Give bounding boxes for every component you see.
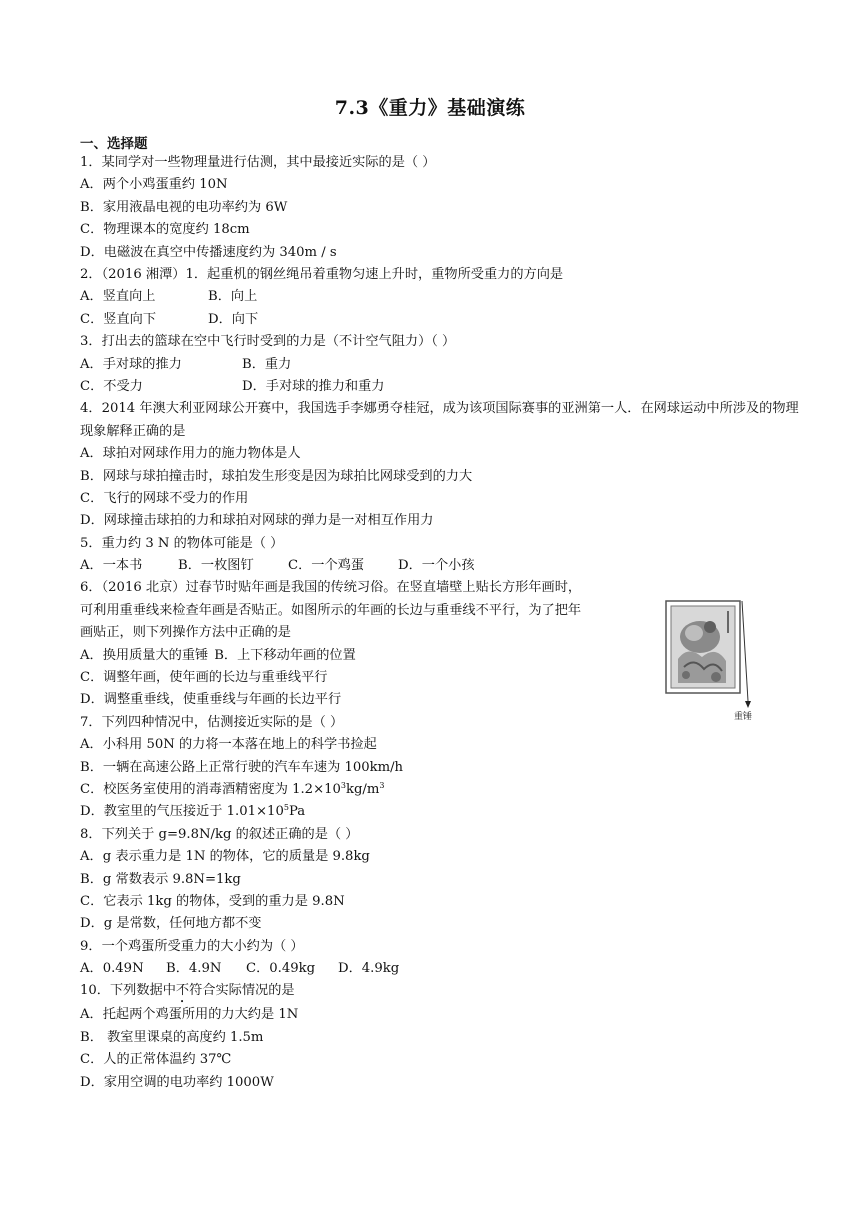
question-9-option-c: C．0.49kg — [246, 961, 316, 977]
question-7-option-a: A．小科用 50N 的力将一本落在地上的科学书捡起 — [80, 737, 377, 753]
question-1-option-b: B．家用液晶电视的电功率约为 6W — [80, 199, 288, 215]
question-7-option-c-text: C．校医务室使用的消毒酒精密度为 1.2×10 — [80, 781, 341, 797]
question-7-stem: 7．下列四种情况中，估测接近实际的是（ ） — [80, 714, 344, 730]
plumb-bob-label: 重锤 — [734, 712, 753, 722]
question-8-stem: 8．下列关于 g=9.8N/kg 的叙述正确的是（ ） — [80, 826, 359, 842]
question-6-stem-line3: 画贴正，则下列操作方法中正确的是 — [80, 625, 291, 641]
question-8-option-c: C．它表示 1kg 的物体，受到的重力是 9.8N — [80, 893, 345, 909]
question-2-options-row1 — [80, 286, 800, 308]
question-6-stem-line1: 6．（2016 北京）过春节时贴年画是我国的传统习俗。在竖直墙壁上贴长方形年画时， — [80, 580, 582, 596]
question-6-option-b: B．上下移动年画的位置 — [214, 647, 356, 663]
page-title: 7.3《重力》基础演练 — [334, 97, 526, 119]
question-10-stem-start: 10．下列数据中 — [80, 983, 176, 999]
question-6-option-a: A．换用质量大的重锤 — [80, 647, 209, 663]
question-5-option-b: B．一枚图钉 — [178, 558, 254, 574]
question-2-option-c: C．竖直向下 — [80, 311, 157, 327]
question-4-option-d: D．网球撞击球拍的力和球拍对网球的弹力是一对相互作用力 — [80, 513, 434, 529]
question-2-options-row2 — [80, 309, 800, 331]
new-year-picture-illustration — [664, 597, 764, 723]
question-7-option-c-unit-exponent: 3 — [379, 780, 385, 790]
question-1-stem: 1．某同学对一些物理量进行估测，其中最接近实际的是（ ） — [80, 155, 436, 170]
question-3-option-c: C．不受力 — [80, 378, 143, 394]
question-7-option-c-unit: kg/m — [346, 781, 380, 797]
section-heading: 一、选择题 — [80, 136, 148, 152]
question-8-option-d: D．g 是常数，任何地方都不变 — [80, 916, 262, 932]
question-5-option-d: D．一个小孩 — [398, 558, 475, 574]
question-6-stem-line2: 可利用重垂线来检查年画是否贴正。如图所示的年画的长边与重垂线不平行，为了把年 — [80, 602, 582, 618]
question-5-stem: 5．重力约 3 N 的物体可能是（ ） — [80, 535, 284, 551]
question-10-stem-end: 符合实际情况的是 — [189, 983, 295, 999]
question-1-option-c: C．物理课本的宽度约 18cm — [80, 222, 250, 238]
question-2-option-a: A．竖直向上 — [80, 289, 156, 305]
question-9-option-b: B．4.9N — [166, 961, 222, 977]
question-6-option-d: D．调整重垂线，使重垂线与年画的长边平行 — [80, 692, 342, 708]
question-9-option-a: A．0.49N — [80, 961, 144, 977]
question-3-option-b: B．重力 — [242, 356, 292, 372]
question-6-option-c: C．调整年画，使年画的长边与重垂线平行 — [80, 670, 328, 686]
question-2-option-d: D．向下 — [208, 311, 259, 327]
question-7-option-c-exponent: 3 — [340, 780, 346, 790]
question-7-option-b: B．一辆在高速公路上正常行驶的汽车车速为 100km/h — [80, 759, 404, 775]
question-4-stem: 4．2014 年澳大利亚网球公开赛中，我国选手李娜勇夺桂冠，成为该项国际赛事的亚洲第一人．在网球运动中所涉及的物理现象解释正确的是 — [80, 401, 799, 439]
question-1-option-a: A．两个小鸡蛋重约 10N — [80, 177, 228, 193]
question-9-option-d: D．4.9kg — [338, 961, 400, 977]
question-2-stem: 2．（2016 湘潭）1．起重机的钢丝绳吊着重物匀速上升时，重物所受重力的方向是 — [80, 266, 564, 282]
question-9-options — [80, 958, 800, 980]
question-10-option-d: D．家用空调的电功率约 1000W — [80, 1074, 274, 1090]
question-8-option-a: A．g 表示重力是 1N 的物体，它的质量是 9.8kg — [80, 849, 370, 865]
question-3-stem: 3．打出去的篮球在空中飞行时受到的力是（不计空气阻力）（ ） — [80, 334, 456, 350]
new-year-picture-figure — [664, 597, 764, 723]
question-7-option-d-unit: Pa — [288, 804, 306, 820]
question-4-option-b: B．网球与球拍撞击时，球拍发生形变是因为球拍比网球受到的力大 — [80, 468, 473, 484]
question-5-option-a: A．一本书 — [80, 558, 143, 574]
question-3-options-row2 — [80, 376, 800, 398]
question-10-stem — [80, 980, 800, 1004]
question-2-option-b: B．向上 — [208, 289, 258, 305]
question-1-option-d: D．电磁波在真空中传播速度约为 340m / s — [80, 244, 337, 260]
question-4-option-a: A．球拍对网球作用力的施力物体是人 — [80, 446, 301, 462]
question-10-stem-emphasis: 不 — [175, 983, 190, 999]
question-3-option-d: D．手对球的推力和重力 — [242, 378, 385, 394]
question-7-option-c — [80, 779, 800, 801]
question-3-option-a: A．手对球的推力 — [80, 356, 182, 372]
question-4-option-c: C．飞行的网球不受力的作用 — [80, 490, 249, 506]
question-7-option-d-exponent: 5 — [283, 803, 289, 813]
question-7-option-d-text: D．教室里的气压接近于 1.01×10 — [80, 804, 284, 820]
question-5-option-c: C．一个鸡蛋 — [288, 558, 365, 574]
question-7-option-d — [80, 801, 800, 823]
question-10-option-c: C．人的正常体温约 37℃ — [80, 1052, 232, 1068]
question-10-option-b: B． 教室里课桌的高度约 1.5m — [80, 1029, 264, 1045]
question-10-option-a: A．托起两个鸡蛋所用的力大约是 1N — [80, 1007, 299, 1023]
question-5-options — [80, 555, 800, 577]
question-9-stem: 9．一个鸡蛋所受重力的大小约为（ ） — [80, 938, 304, 954]
question-3-options-row1 — [80, 354, 800, 376]
question-8-option-b: B．g 常数表示 9.8N=1kg — [80, 871, 241, 887]
